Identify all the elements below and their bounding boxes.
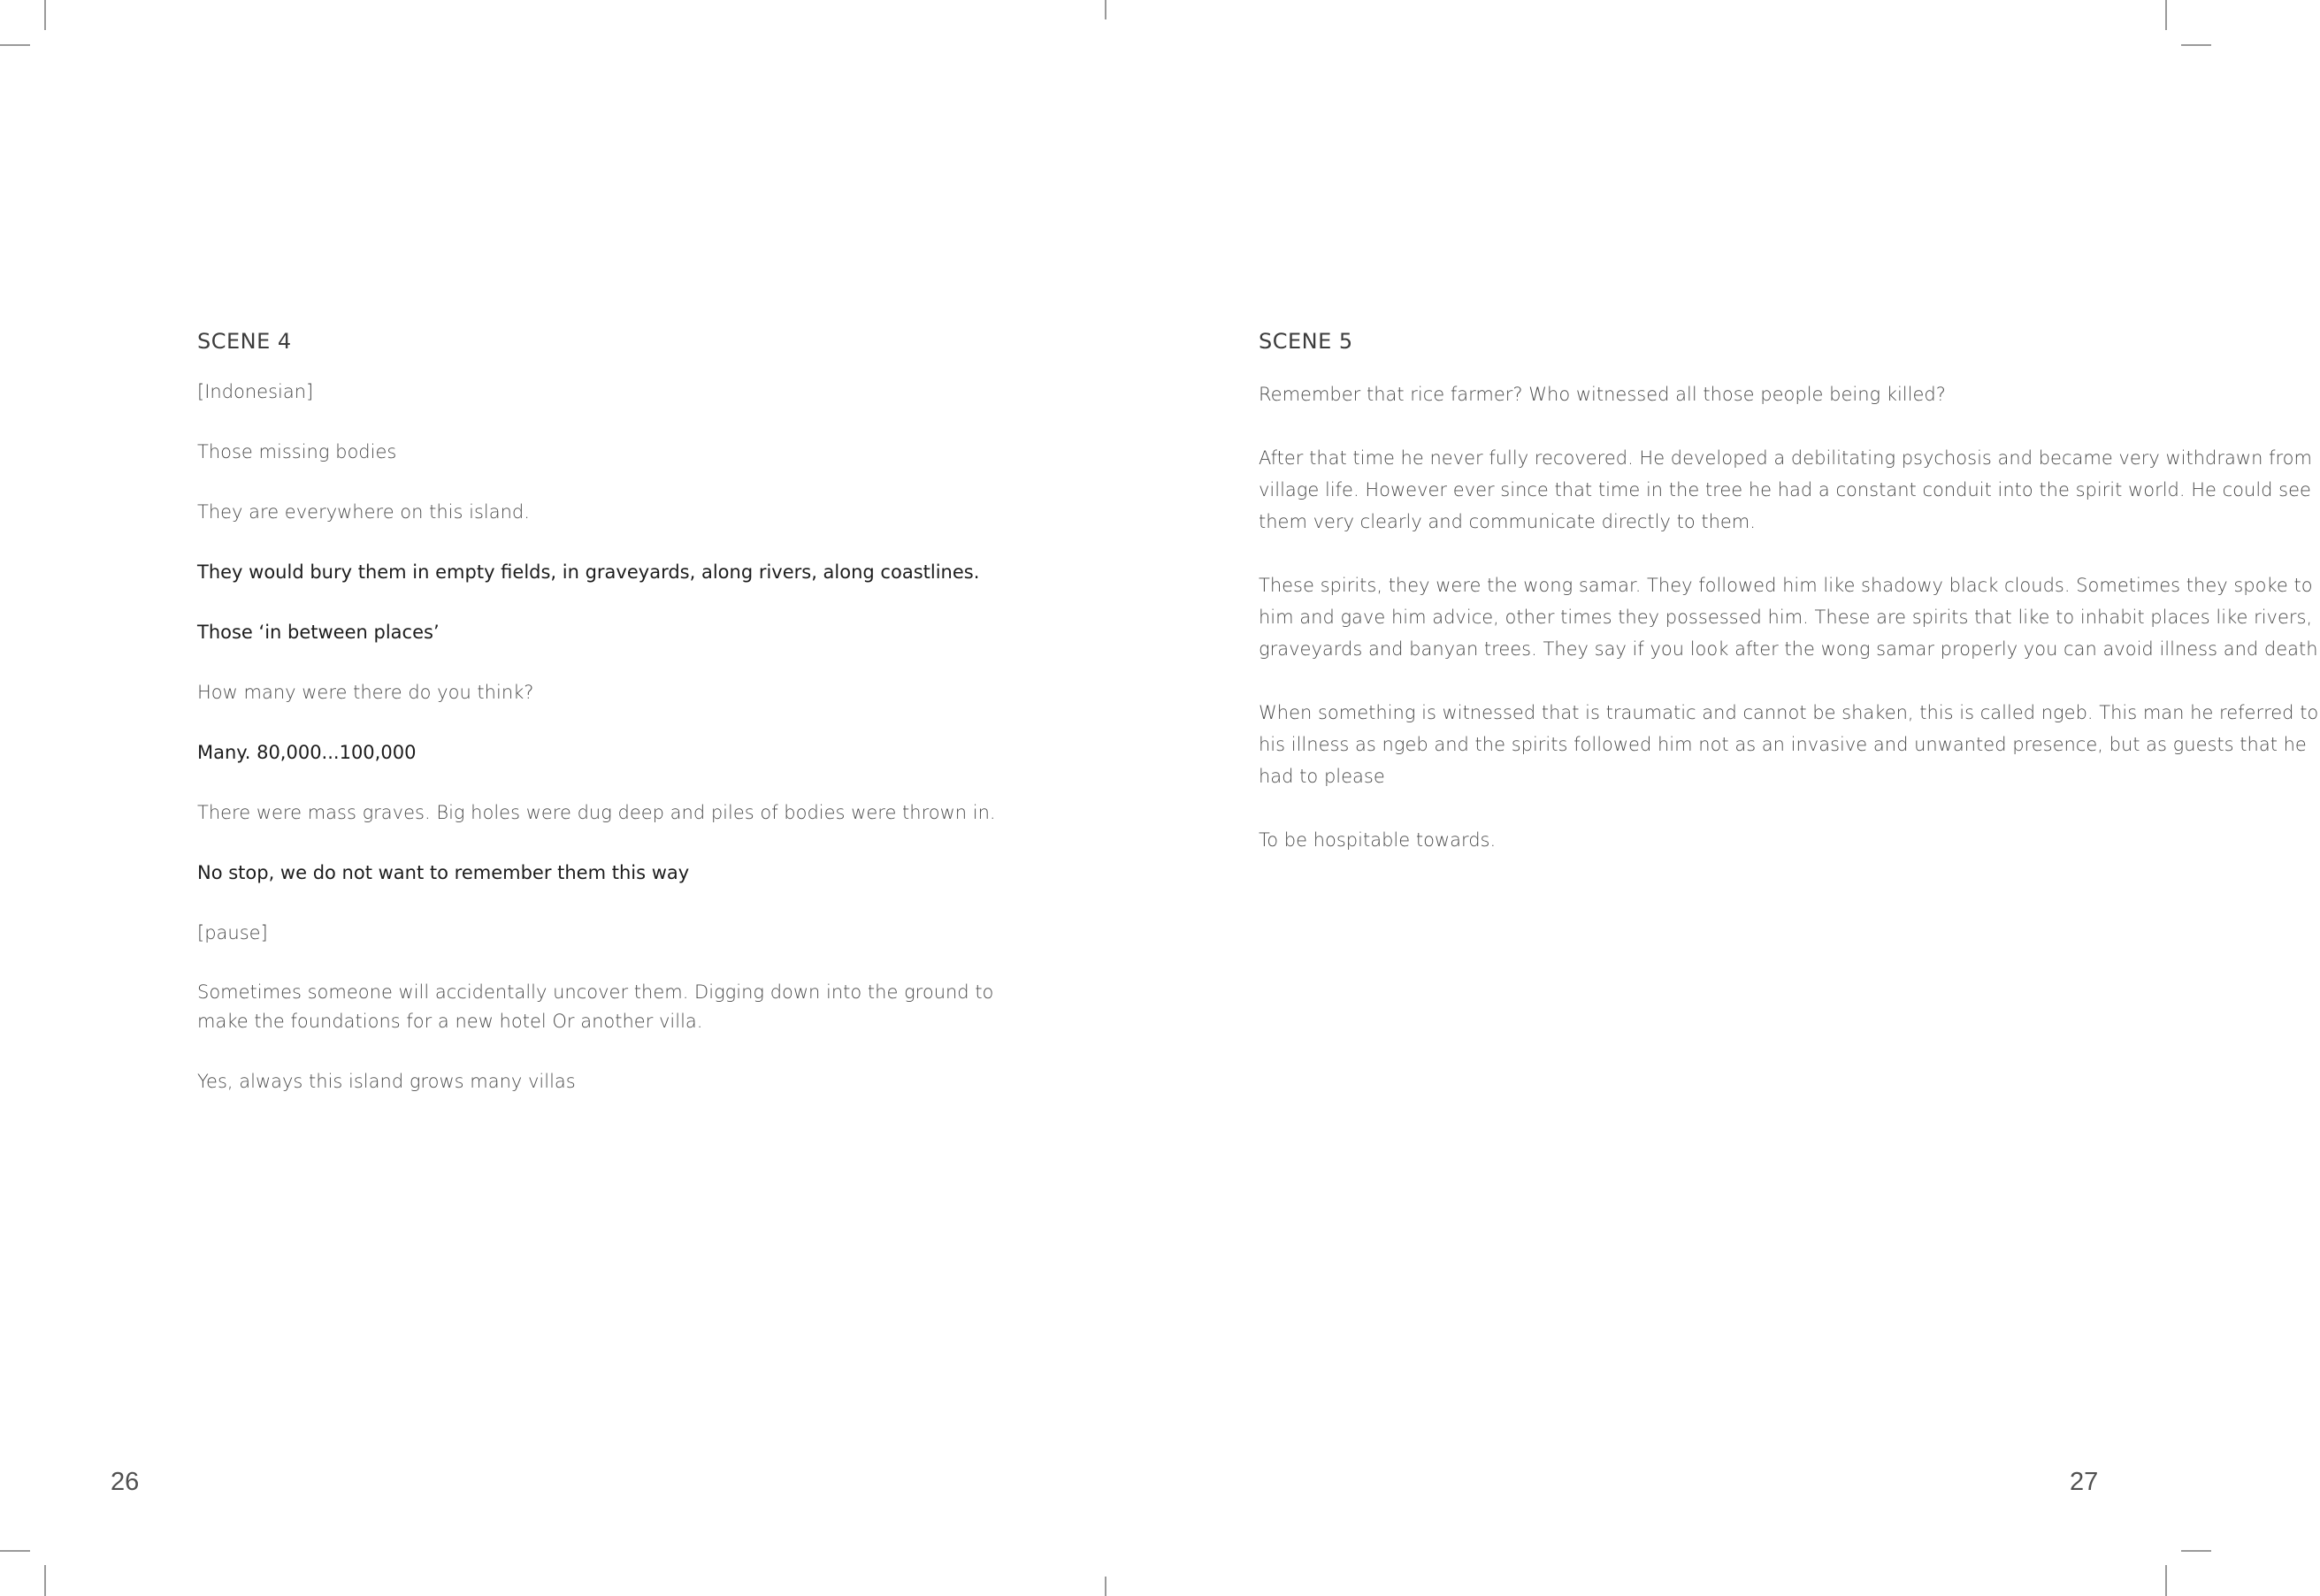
scene-5-paragraph-3: These spirits, they were the wong samar. They followed him like shadowy black clouds. Sometimes they spoke to him and gave him advice, other times they possessed him. These are spirits that like to inhabit places like rivers, graveyards and banyan trees. They say if you look after the wong samar properly you can avoid illness and death bbox=[1259, 575, 2318, 660]
right-page-text-column bbox=[1259, 329, 2320, 856]
scene-4-title: SCENE 4 bbox=[197, 329, 292, 354]
scene-4-paragraph-3: They are everywhere on this island. bbox=[197, 501, 530, 523]
right-page bbox=[1106, 0, 2319, 1596]
page-number-left: 26 bbox=[111, 1468, 140, 1496]
scene-4-paragraph-12: Yes, always this island grows many villas bbox=[197, 1071, 576, 1092]
scene-5-paragraph-1: Remember that rice farmer? Who witnessed all those people being killed? bbox=[1259, 384, 1946, 405]
scene-5-title: SCENE 5 bbox=[1259, 329, 1353, 354]
scene-4-paragraph-4: They would bury them in empty fields, in graveyards, along rivers, along coastlines. bbox=[197, 561, 980, 583]
left-page bbox=[0, 0, 1106, 1596]
scene-4-paragraph-8: There were mass graves. Big holes were dug deep and piles of bodies were thrown in. bbox=[197, 802, 996, 823]
scene-4-paragraph-6: How many were there do you think? bbox=[197, 682, 534, 703]
scene-4-paragraph-11: Sometimes someone will accidentally uncover them. Digging down into the ground to make the foundations for a new hotel Or another villa. bbox=[197, 981, 994, 1032]
page-number-right: 27 bbox=[2070, 1468, 2099, 1496]
scene-4-paragraph-5: Those ‘in between places’ bbox=[197, 622, 440, 643]
scene-4-paragraph-9: No stop, we do not want to remember them this way bbox=[197, 862, 690, 883]
scene-4-paragraph-10: [pause] bbox=[197, 922, 268, 943]
scene-4-paragraph-7: Many. 80,000...100,000 bbox=[197, 742, 417, 763]
scene-4-paragraph-1: [Indonesian] bbox=[197, 381, 314, 402]
scene-4-paragraph-2: Those missing bodies bbox=[197, 441, 397, 462]
scene-5-paragraph-5: To be hospitable towards. bbox=[1259, 829, 1497, 851]
left-page-text-column bbox=[197, 329, 1046, 1096]
scene-5-paragraph-2: After that time he never fully recovered. He developed a debilitating psychosis and became very withdrawn from village life. However ever since that time in the tree he had a constant conduit into the spirit world. He could see them very clearly and communicate directly to them. bbox=[1259, 447, 2312, 532]
scene-5-paragraph-4: When something is witnessed that is traumatic and cannot be shaken, this is called ngeb. This man he referred to his illness as ngeb and the spirits followed him not as an invasive and unwanted presence, but as guests that he had to please bbox=[1259, 702, 2319, 787]
